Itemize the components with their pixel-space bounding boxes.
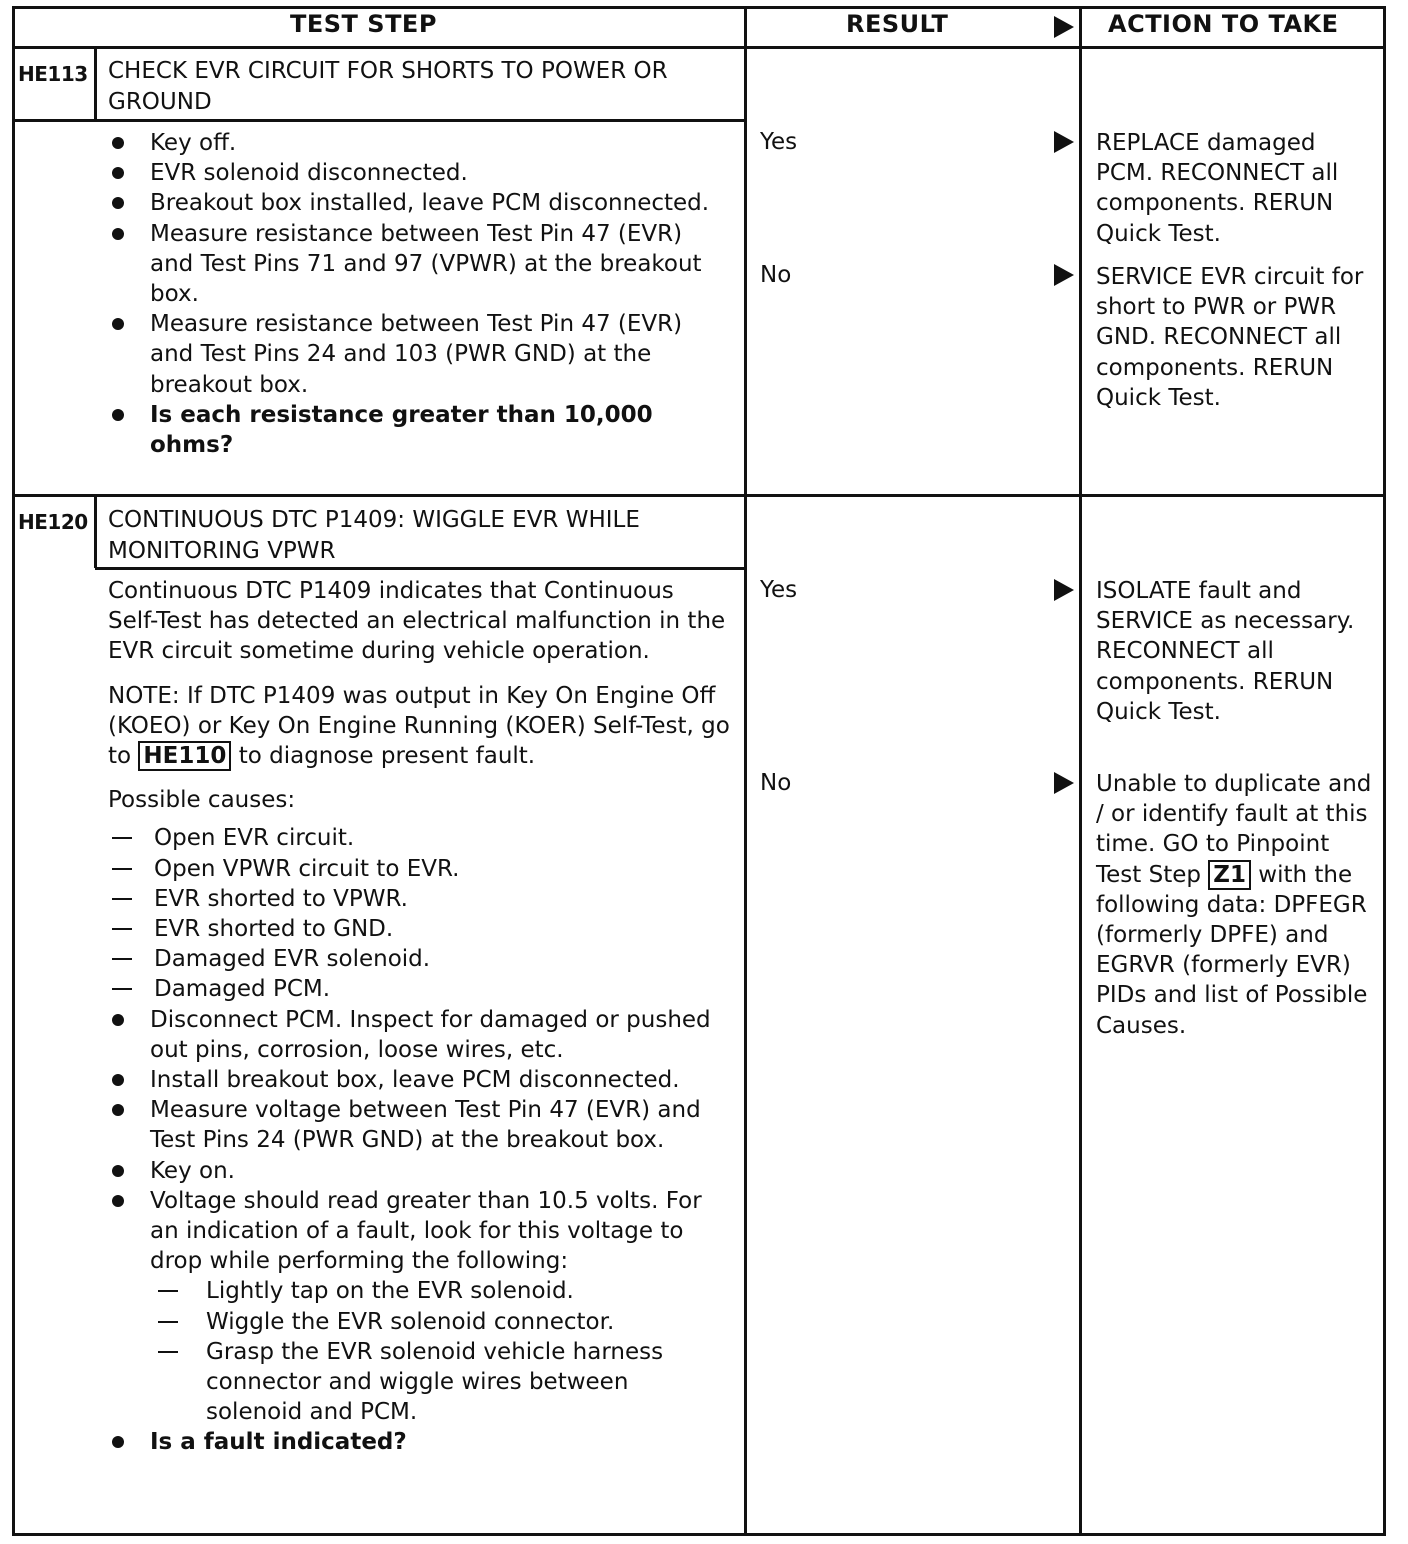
list-item: Install breakout box, leave PCM disconnected. [108,1065,730,1095]
dash-icon [112,988,132,990]
list-item: Measure resistance between Test Pin 47 (EVR) and Test Pins 71 and 97 (VPWR) at the breakout box. [108,219,728,310]
step-title-he113: CHECK EVR CIRCUIT FOR SHORTS TO POWER OR GROUND [108,58,668,115]
dash-icon [158,1351,178,1353]
list-item: Open EVR circuit. [108,823,730,853]
bullet-icon [112,1195,124,1207]
causes-list [108,823,730,1004]
header-result: RESULT [846,10,949,38]
list-item: Grasp the EVR solenoid vehicle harness connector and wiggle wires between solenoid and PCM. [150,1337,730,1428]
code-divider-he120 [94,494,97,568]
list-item: Damaged EVR solenoid. [108,944,730,974]
arrow-icon [1054,772,1074,794]
bullet-icon [112,409,124,421]
dash-icon [158,1290,178,1292]
divider-step-result [744,6,747,1536]
bullet-icon [112,1014,124,1026]
step-body-he113 [108,128,728,460]
list-item: Open VPWR circuit to EVR. [108,854,730,884]
dash-icon [112,898,132,900]
intro-paragraph: Continuous DTC P1409 indicates that Continuous Self-Test has detected an electrical malfunction in the EVR circuit sometime during vehicle operation. [108,578,726,665]
arrow-icon [1054,579,1074,601]
bullet-icon [112,1104,124,1116]
action-no-he113: SERVICE EVR circuit for short to PWR or PWR GND. RECONNECT all components. RERUN Quick Test. [1096,264,1364,411]
arrow-icon [1054,131,1074,153]
list-item: Disconnect PCM. Inspect for damaged or pushed out pins, corrosion, loose wires, etc. [108,1005,730,1065]
step-title-he120: CONTINUOUS DTC P1409: WIGGLE EVR WHILE MONITORING VPWR [108,507,640,564]
procedure-list [108,1005,730,1458]
bullet-icon [112,1436,124,1448]
step-rule [12,494,1386,497]
bullet-icon [112,167,124,179]
arrow-icon [1054,264,1074,286]
step-body-he120 [108,576,730,1458]
result-no-he113: No [760,262,792,288]
list-item: Damaged PCM. [108,974,730,1004]
list-item: EVR shorted to VPWR. [108,884,730,914]
bullet-icon [112,137,124,149]
code-divider-he113 [94,46,97,120]
bullet-icon [112,228,124,240]
list-item: Breakout box installed, leave PCM disconnected. [108,188,728,218]
result-no-he120: No [760,770,792,796]
list-item: Is a fault indicated? [108,1427,730,1457]
list-item: Lightly tap on the EVR solenoid. [150,1276,730,1306]
header-rule [12,46,1386,49]
dash-icon [158,1321,178,1323]
list-item: EVR solenoid disconnected. [108,158,728,188]
dash-icon [112,928,132,930]
step-reference-link[interactable]: Z1 [1208,860,1251,890]
header-action: ACTION TO TAKE [1108,10,1339,38]
list-item: Key on. [108,1156,730,1186]
step-code-he120: HE120 [18,510,88,534]
action-yes-he120: ISOLATE fault and SERVICE as necessary. RECONNECT all components. RERUN Quick Test. [1096,578,1355,725]
action-no-he120: Unable to duplicate and / or identify fault at this time. GO to Pinpoint Test Step Z1 with the following data: DPFEGR (formerly DPFE) and EGRVR (formerly EVR) PIDs and list of Possible Causes. [1096,771,1372,1039]
list-item: Is each resistance greater than 10,000 ohms? [108,400,728,460]
list-item: Measure resistance between Test Pin 47 (EVR) and Test Pins 24 and 103 (PWR GND) at the breakout box. [108,309,728,400]
title-rule-he113 [12,119,747,122]
divider-result-action [1079,6,1082,1536]
action-yes-he113: REPLACE damaged PCM. RECONNECT all components. RERUN Quick Test. [1096,130,1339,247]
arrow-icon [1054,16,1074,38]
result-yes-he120: Yes [760,577,798,603]
list-item: Wiggle the EVR solenoid connector. [150,1307,730,1337]
causes-heading: Possible causes: [108,787,296,814]
step-code-he113: HE113 [18,62,88,86]
step-reference-link[interactable]: HE110 [138,741,231,771]
result-yes-he113: Yes [760,129,798,155]
sub-action-list [150,1276,730,1427]
list-item: Key off. [108,128,728,158]
title-rule-he120 [95,567,747,570]
dash-icon [112,958,132,960]
bullet-icon [112,1074,124,1086]
bullet-icon [112,318,124,330]
bullet-icon [112,1165,124,1177]
dash-icon [112,868,132,870]
dash-icon [112,837,132,839]
list-item: Voltage should read greater than 10.5 volts. For an indication of a fault, look for this voltage to drop while performing the following: Lightly tap on the EVR solenoid. Wiggle the EVR solenoid connector. Grasp the EVR solenoid vehicle harness connector and wiggle wires between solenoid and PCM. [108,1186,730,1428]
list-item: Measure voltage between Test Pin 47 (EVR) and Test Pins 24 (PWR GND) at the breakout box. [108,1095,730,1155]
header-test-step: TEST STEP [290,10,437,38]
bullet-icon [112,197,124,209]
note-paragraph: NOTE: If DTC P1409 was output in Key On Engine Off (KOEO) or Key On Engine Running (KOER) Self-Test, go to HE110 to diagnose present fault. [108,682,730,770]
list-item: EVR shorted to GND. [108,914,730,944]
